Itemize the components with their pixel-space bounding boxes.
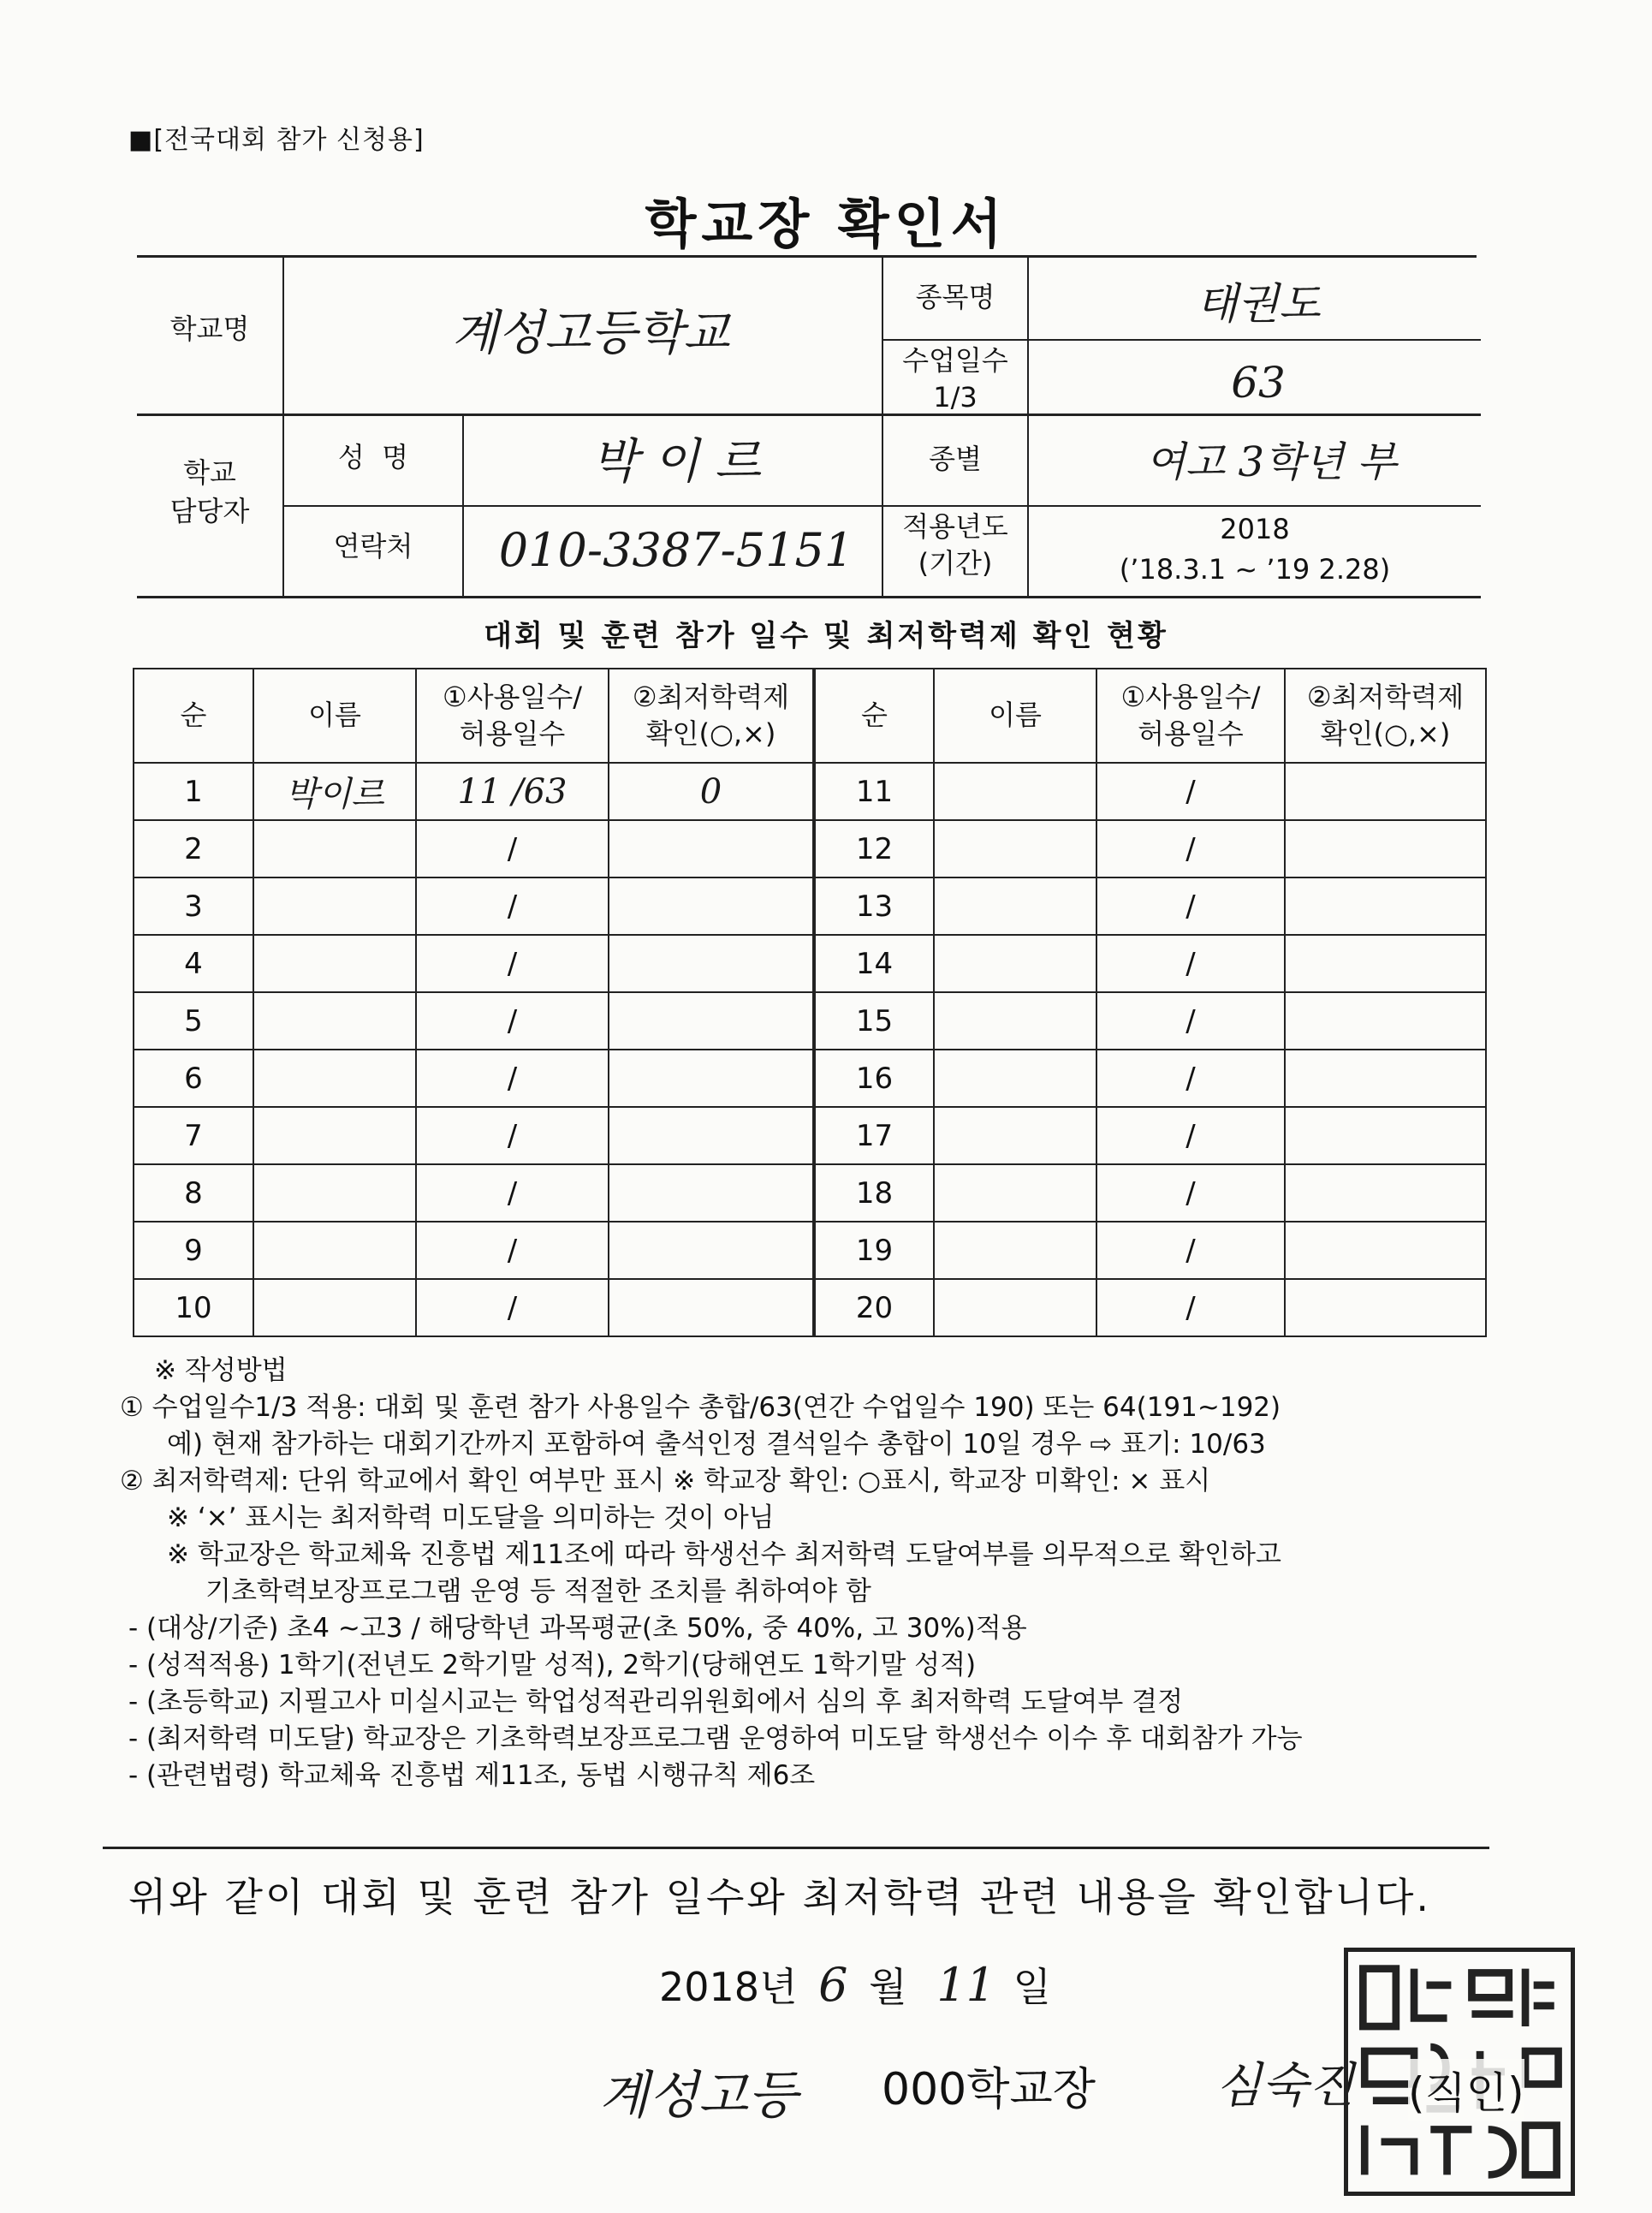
column-header: ①사용일수/ 허용일수: [416, 669, 609, 763]
divider: [103, 1847, 1489, 1849]
row-number-cell: 18: [814, 1164, 934, 1222]
year-label: 적용년도 (기간): [902, 510, 1008, 580]
table-row: [134, 935, 1486, 992]
min-academic-check-cell: [609, 1164, 814, 1222]
athlete-name-cell: [934, 1107, 1096, 1164]
row-number-cell: 14: [814, 935, 934, 992]
athlete-name-cell: [253, 1222, 416, 1279]
used-days-cell: /: [416, 820, 609, 877]
column-header: ②최저학력제 확인(○,×): [609, 669, 814, 763]
athlete-name-cell: [253, 935, 416, 992]
column-header: 이름: [934, 669, 1096, 763]
sport-value: 태권도: [1196, 279, 1321, 329]
column-header: 순: [134, 669, 253, 763]
note-item: - (최저학력 미도달) 학교장은 기초학력보장프로그램 운영하여 미도달 학생선수 이수 후 대회참가 가능: [128, 1723, 1303, 1754]
period-value: (’18.3.1 ~ ’19 2.28): [1119, 553, 1391, 586]
athlete-name-cell: [934, 1279, 1096, 1336]
row-number-cell: 12: [814, 820, 934, 877]
min-academic-check-cell: [609, 820, 814, 877]
row-number-cell: 6: [134, 1050, 253, 1107]
used-days-cell: /: [1096, 1107, 1285, 1164]
used-days-cell: /: [416, 1107, 609, 1164]
row-number-cell: 9: [134, 1222, 253, 1279]
min-academic-check-cell: [1285, 877, 1486, 935]
used-days-cell: /: [1096, 992, 1285, 1050]
table-header-row: [134, 669, 1486, 763]
date-year: 2018년: [659, 1964, 798, 2010]
note-item: ※ ‘×’ 표시는 최저학력 미도달을 의미하는 것이 아님: [167, 1502, 775, 1533]
used-days-cell: /: [416, 1164, 609, 1222]
note-item: ② 최저학력제: 단위 학교에서 확인 여부만 표시 ※ 학교장 확인: ○표시, 학교장 미확인: × 표시: [120, 1466, 1211, 1496]
row-number-cell: 7: [134, 1107, 253, 1164]
min-academic-check-cell: [1285, 1164, 1486, 1222]
used-days-cell: /: [416, 935, 609, 992]
used-days-cell: /: [416, 1222, 609, 1279]
note-item: ① 수업일수1/3 적용: 대회 및 훈련 참가 사용일수 총합/63(연간 수업일수 190) 또는 64(191~192): [120, 1392, 1281, 1423]
row-number-cell: 19: [814, 1222, 934, 1279]
row-number-cell: 16: [814, 1050, 934, 1107]
note-item: - (초등학교) 지필고사 미실시교는 학업성적관리위원회에서 심의 후 최저학력 도달여부 결정: [128, 1687, 1184, 1717]
athlete-name-cell: [934, 763, 1096, 820]
contact-label: 연락처: [333, 530, 413, 562]
sport-label: 종목명: [915, 281, 995, 313]
athlete-name-cell: [934, 1164, 1096, 1222]
category-value: 여고 3학년 부: [1145, 438, 1397, 486]
note-item: 기초학력보장프로그램 운영 등 적절한 조치를 취하여야 함: [205, 1576, 871, 1607]
min-academic-check-cell: [609, 1222, 814, 1279]
min-academic-check-cell: [609, 1107, 814, 1164]
athlete-name-cell: [934, 820, 1096, 877]
athlete-name-cell: [253, 1279, 416, 1336]
min-academic-check-cell: [1285, 935, 1486, 992]
seal-label: (직인): [1408, 2059, 1524, 2121]
athlete-name-cell: [934, 1050, 1096, 1107]
date-month-handwritten: 6: [818, 1958, 848, 2012]
athlete-name-cell: [253, 877, 416, 935]
confirmation-statement: 위와 같이 대회 및 훈련 참가 일수와 최저학력 관련 내용을 확인합니다.: [128, 1874, 1432, 1920]
contact-value: 010-3387-5151: [498, 523, 854, 577]
used-days-cell: /: [416, 877, 609, 935]
info-block: [137, 255, 1481, 598]
table-row: [134, 1050, 1486, 1107]
column-header: ①사용일수/ 허용일수: [1096, 669, 1285, 763]
note-item: ※ 학교장은 학교체육 진흥법 제11조에 따라 학생선수 최저학력 도달여부를 의무적으로 확인하고: [167, 1539, 1281, 1570]
row-number-cell: 15: [814, 992, 934, 1050]
used-days-cell: /: [1096, 1222, 1285, 1279]
min-academic-check-cell: [609, 1050, 814, 1107]
class-days-value: 63: [1231, 358, 1286, 408]
used-days-cell: /: [1096, 1279, 1285, 1336]
min-academic-check-cell: [609, 1279, 814, 1336]
principal-name-handwritten: 심숙진: [1215, 2058, 1355, 2114]
year-value: 2018: [1220, 513, 1290, 545]
min-academic-check-cell: [1285, 1107, 1486, 1164]
used-days-cell: /: [1096, 1164, 1285, 1222]
table-title: 대회 및 훈련 참가 일수 및 최저학력제 확인 현황: [484, 619, 1168, 653]
manager-label: 학교 담당자: [169, 456, 250, 527]
column-header: ②최저학력제 확인(○,×): [1285, 669, 1486, 763]
table-row: [134, 877, 1486, 935]
athlete-name-cell: [253, 1050, 416, 1107]
used-days-cell: /: [416, 1050, 609, 1107]
row-number-cell: 20: [814, 1279, 934, 1336]
used-days-cell: 11 /63: [416, 763, 609, 820]
table-row: [134, 1222, 1486, 1279]
category-label: 종별: [929, 443, 982, 475]
min-academic-check-cell: [609, 935, 814, 992]
table-row: [134, 1107, 1486, 1164]
participation-table: [133, 668, 1487, 1337]
row-number-cell: 11: [814, 763, 934, 820]
athlete-name-cell: [253, 992, 416, 1050]
row-number-cell: 17: [814, 1107, 934, 1164]
class-days-label: 수업일수 1/3: [902, 344, 1008, 414]
used-days-cell: /: [1096, 1050, 1285, 1107]
note-item: - (관련법령) 학교체육 진흥법 제11조, 동법 시행규칙 제6조: [128, 1760, 816, 1791]
min-academic-check-cell: [1285, 1050, 1486, 1107]
used-days-cell: /: [1096, 935, 1285, 992]
school-sign-handwritten: 계성고등: [599, 2066, 798, 2126]
min-academic-check-cell: [609, 992, 814, 1050]
athlete-name-cell: [253, 820, 416, 877]
date-day-handwritten: 11: [936, 1958, 995, 2012]
note-heading: ※ 작성방법: [154, 1355, 288, 1386]
note-item: - (성적적용) 1학기(전년도 2학기말 성적), 2학기(당해연도 1학기말 성적): [128, 1650, 977, 1681]
min-academic-check-cell: [1285, 820, 1486, 877]
row-number-cell: 3: [134, 877, 253, 935]
row-number-cell: 5: [134, 992, 253, 1050]
min-academic-check-cell: [1285, 1279, 1486, 1336]
used-days-cell: /: [1096, 820, 1285, 877]
school-name-handwritten: 계성고등학교: [451, 306, 730, 361]
row-number-cell: 2: [134, 820, 253, 877]
principal-title: 000학교장: [882, 2064, 1096, 2115]
row-number-cell: 13: [814, 877, 934, 935]
row-number-cell: 10: [134, 1279, 253, 1336]
school-seal-stamp: [1344, 1948, 1575, 2196]
date-month: 월: [869, 1964, 907, 2010]
form-tag: ■[전국대회 참가 신청용]: [128, 125, 425, 155]
school-label: 학교명: [169, 312, 250, 345]
date-line: [659, 1956, 1051, 2013]
name-label: 성 명: [337, 441, 409, 473]
table-row: [134, 763, 1486, 820]
min-academic-check-cell: [1285, 763, 1486, 820]
row-number-cell: 1: [134, 763, 253, 820]
used-days-cell: /: [416, 1279, 609, 1336]
table-row: [134, 820, 1486, 877]
min-academic-check-cell: 0: [609, 763, 814, 820]
row-number-cell: 8: [134, 1164, 253, 1222]
athlete-name-cell: [934, 877, 1096, 935]
used-days-cell: /: [1096, 763, 1285, 820]
min-academic-check-cell: [609, 877, 814, 935]
used-days-cell: /: [1096, 877, 1285, 935]
note-item: - (대상/기준) 초4 ~고3 / 해당학년 과목평균(초 50%, 중 40%, 고 30%)적용: [128, 1613, 1027, 1644]
table-row: [134, 1164, 1486, 1222]
table-row: [134, 1279, 1486, 1336]
used-days-cell: /: [416, 992, 609, 1050]
min-academic-check-cell: [1285, 992, 1486, 1050]
instructions: [120, 1353, 1558, 1794]
min-academic-check-cell: [1285, 1222, 1486, 1279]
page-title: 학교장 확인서: [645, 193, 1007, 255]
athlete-name-cell: [934, 1222, 1096, 1279]
athlete-name-cell: 박이르: [253, 763, 416, 820]
date-day: 일: [1013, 1964, 1051, 2010]
row-number-cell: 4: [134, 935, 253, 992]
athlete-name-cell: [934, 992, 1096, 1050]
column-header: 순: [814, 669, 934, 763]
athlete-name-cell: [934, 935, 1096, 992]
athlete-name-cell: [253, 1107, 416, 1164]
athlete-name-cell: [253, 1164, 416, 1222]
column-header: 이름: [253, 669, 416, 763]
table-row: [134, 992, 1486, 1050]
note-item: 예) 현재 참가하는 대회기간까지 포함하여 출석인정 결석일수 총합이 10일 경우 ⇨ 표기: 10/63: [167, 1429, 1266, 1460]
name-value: 박 이 르: [591, 434, 761, 490]
